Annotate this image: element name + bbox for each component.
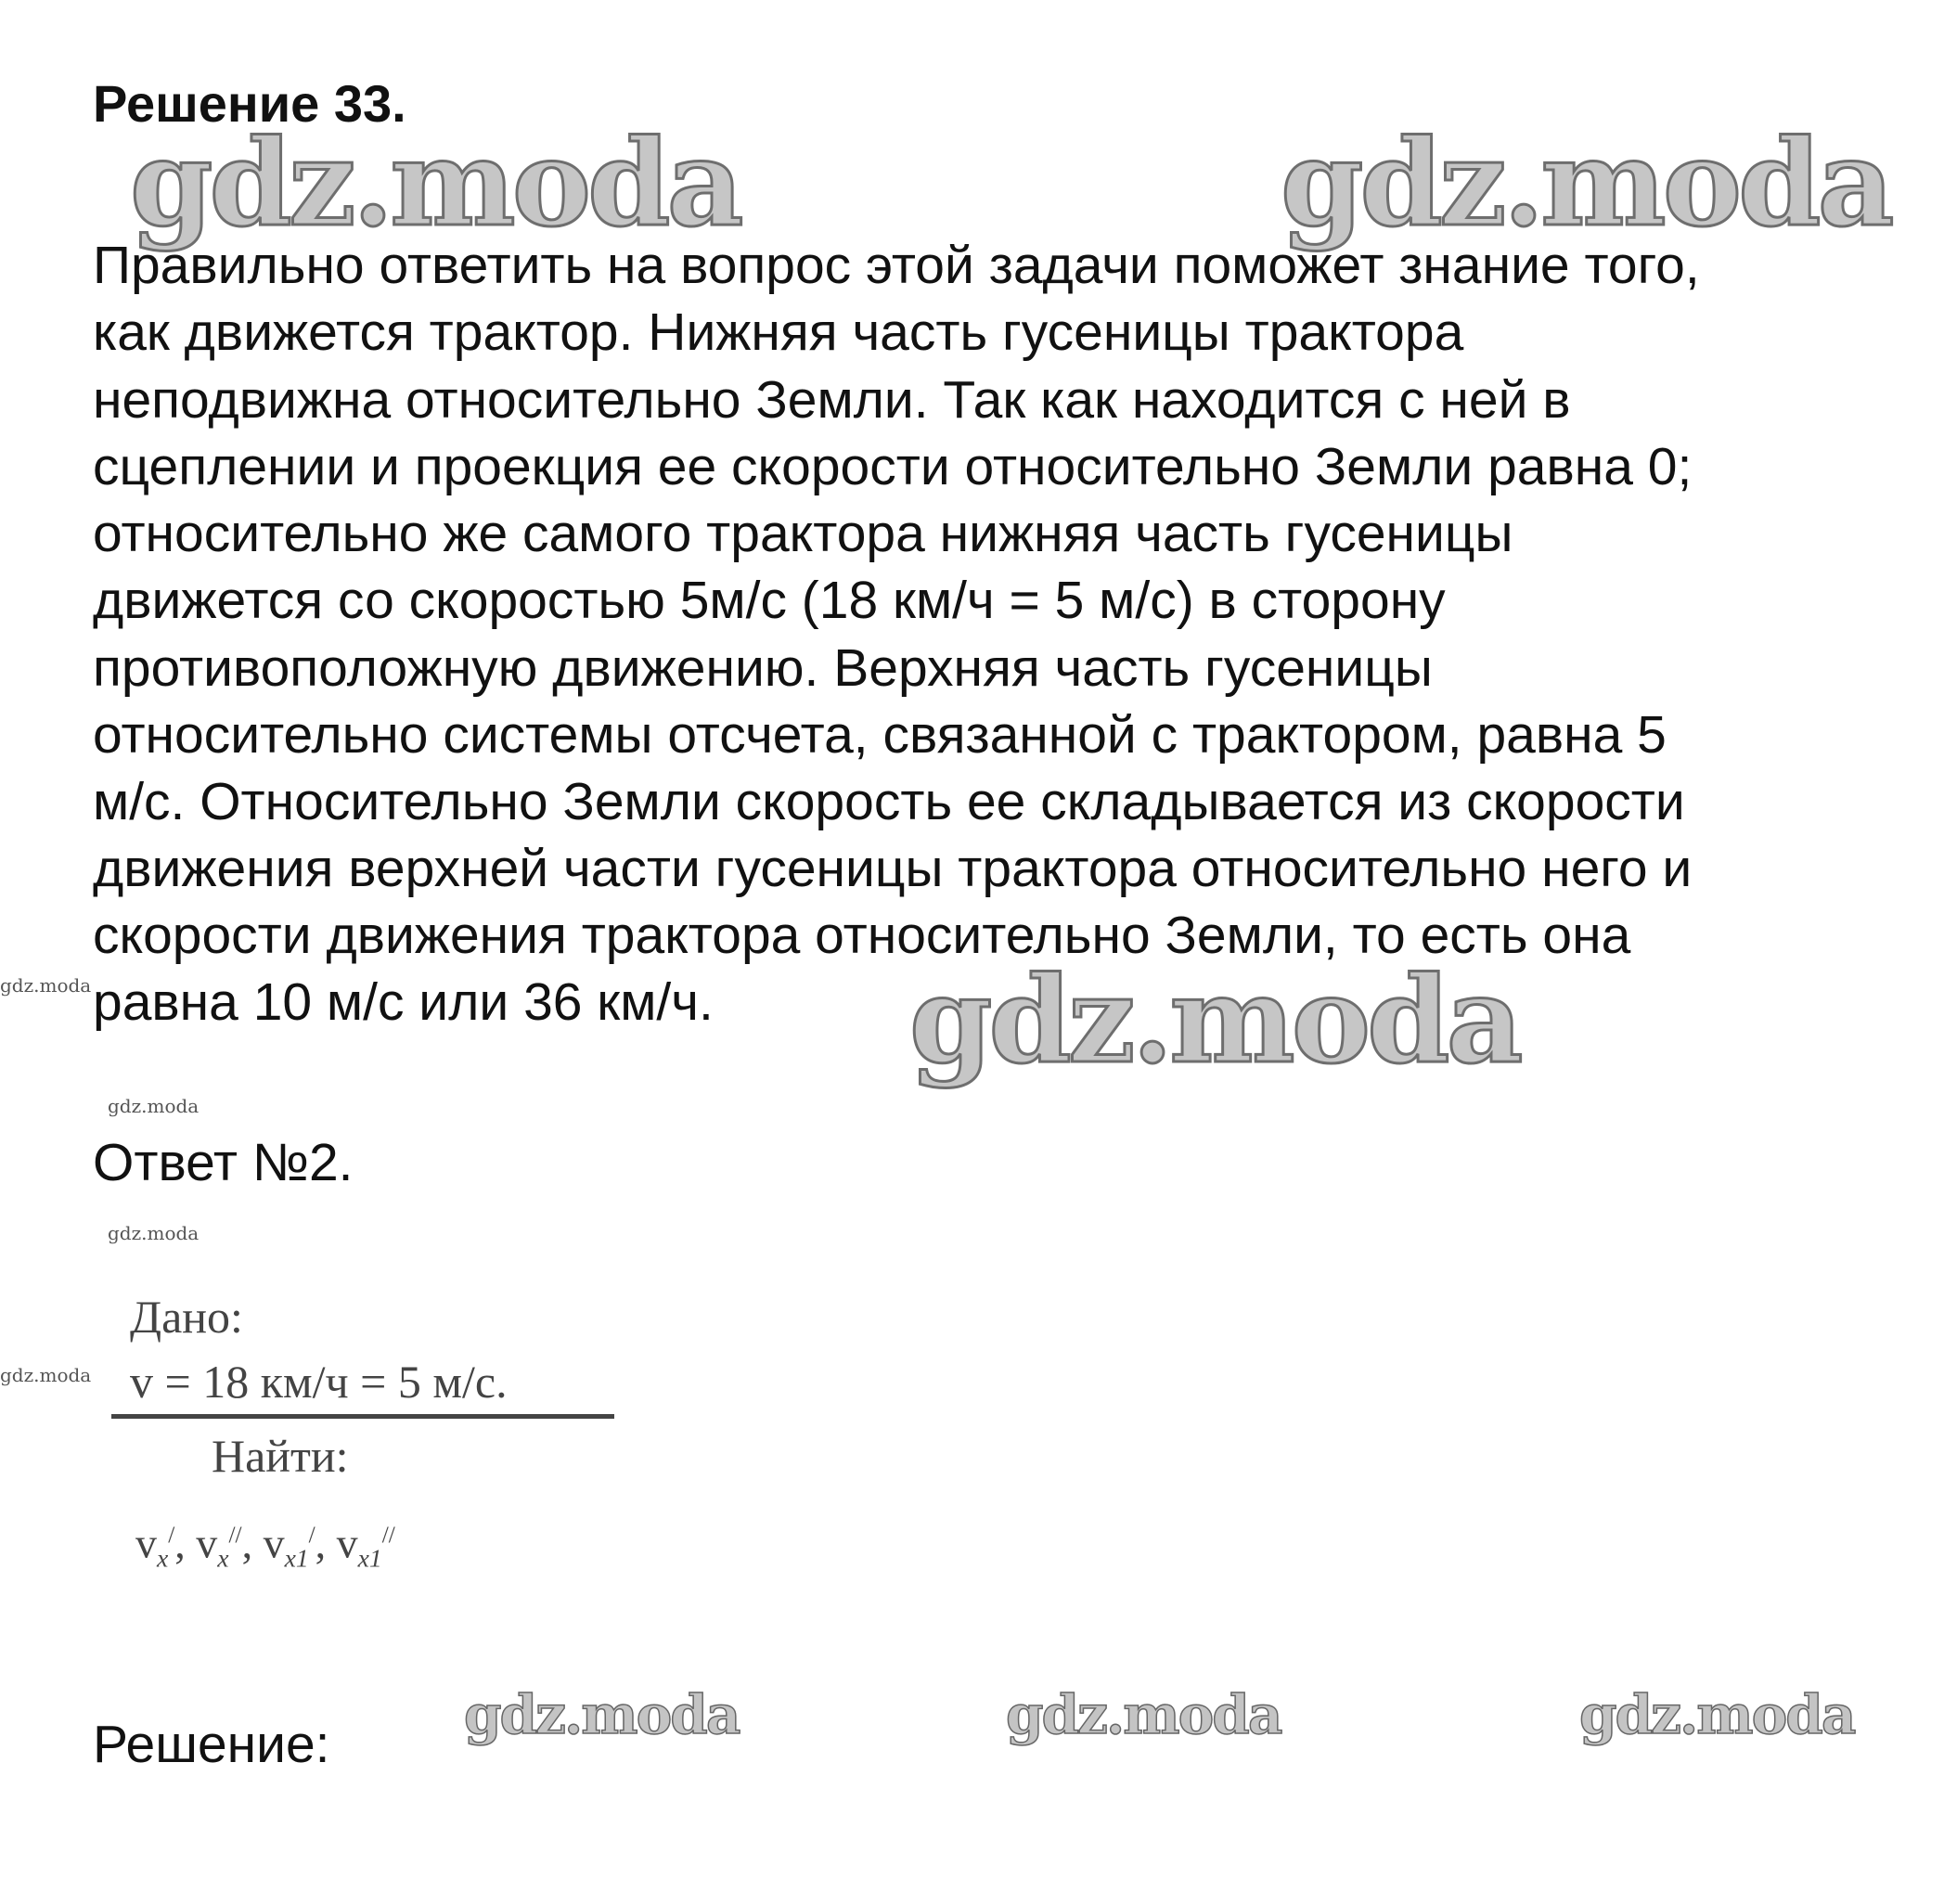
text-line: относительно системы отсчета, связанной с трактором, равна 5 [93,705,1667,765]
watermark: gdz.moda [1579,1683,1855,1746]
find-variables: $v_x^/$, $v_x^{//}$, $v_{x1}^/$, $v_{x1}^{//}$ [135,1519,395,1573]
watermark-small: gdz.moda [0,974,92,997]
watermark: gdz.moda [130,114,740,253]
watermark-small: gdz.moda [108,1222,200,1244]
given-label: Дано: [130,1291,243,1343]
watermark: gdz.moda [909,951,1520,1090]
watermark-small: gdz.moda [0,1364,92,1386]
text-line: противоположную движению. Верхняя часть гусеницы [93,638,1433,698]
watermark: gdz.moda [1006,1683,1281,1746]
text-line: движется со скоростью 5м/с (18 км/ч = 5 м/с) в сторону [93,571,1446,630]
text-line: м/с. Относительно Земли скорость ее складывается из скорости [93,772,1685,831]
text-line: неподвижна относительно Земли. Так как находится с ней в [93,370,1571,430]
watermark-small: gdz.moda [108,1095,200,1117]
given-value: v = 18 км/ч = 5 м/с. [130,1356,508,1408]
text-line: как движется трактор. Нижняя часть гусеницы трактора [93,302,1464,362]
text-line: Правильно ответить на вопрос этой задачи поможет знание того, [93,236,1700,295]
watermark: gdz.moda [1281,114,1891,253]
text-line: сцеплении и проекция ее скорости относительно Земли равна 0; [93,437,1693,496]
page-title: Решение 33. [93,74,406,133]
text-line: относительно же самого трактора нижняя часть гусеницы [93,504,1513,563]
text-line: равна 10 м/с или 36 км/ч. [93,972,714,1032]
text-line: движения верхней части гусеницы трактора относительно него и [93,839,1693,898]
find-label: Найти: [212,1430,349,1482]
answer: Ответ №2. [93,1133,354,1192]
text-line: скорости движения трактора относительно Земли, то есть она [93,906,1631,965]
watermark: gdz.moda [464,1683,740,1746]
solution-label: Решение: [93,1715,330,1774]
divider [111,1414,614,1419]
